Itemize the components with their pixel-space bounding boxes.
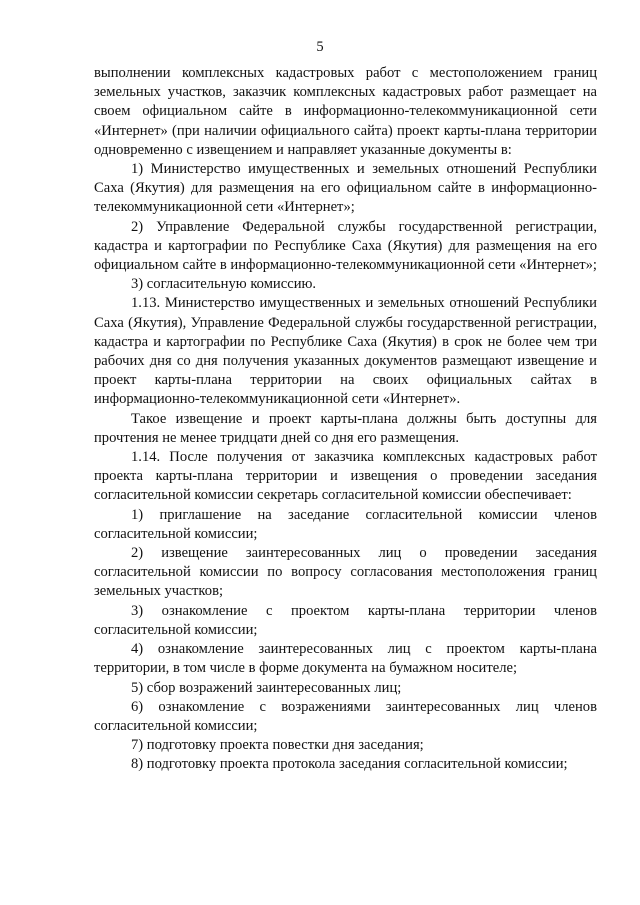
list-item-8: 8) подготовку проекта протокола заседания согласительной комиссии;	[131, 756, 568, 773]
list-item-2: 2) извещение заинтересованных лиц о проведении заседания согласительной комиссии по вопросу согласования местоположения границ земельных участков;	[94, 545, 597, 600]
list-item-7: 7) подготовку проекта повестки дня заседания;	[131, 737, 424, 754]
list-item-3: 3) ознакомление с проектом карты-плана территории членов согласительной комиссии;	[94, 602, 597, 638]
list-item-rosreestr: 2) Управление Федеральной службы государственной регистрации, кадастра и картографии по Республике Саха (Якутия) для размещения на его официальном сайте в информационно-телекоммуникационной сети «Интернет»;	[94, 218, 597, 274]
list-item-6: 6) ознакомление с возражениями заинтересованных лиц членов согласительной комиссии;	[94, 698, 597, 734]
list-item-5: 5) сбор возражений заинтересованных лиц;	[131, 679, 402, 696]
list-item-commission: 3) согласительную комиссию.	[131, 276, 317, 293]
list-item-1: 1) приглашение на заседание согласительной комиссии членов согласительной комиссии;	[94, 506, 597, 542]
list-item-ministry: 1) Министерство имущественных и земельных отношений Республики Саха (Якутия) для размещения на его официальном сайте в информационно-телекоммуникационной сети «Интернет»;	[94, 161, 597, 216]
clause-1-13: 1.13. Министерство имущественных и земельных отношений Республики Саха (Якутия), Управление Федеральной службы государственной регистрации, кадастра и картографии по Республике Саха (Якутия) в срок не более чем три рабочих дня со дня получения указанных документов размещают извещение и проект карты-плана территории на своих официальных сайтах в информационно-телекоммуникационной сети «Интернет».	[94, 295, 597, 408]
paragraph-continuation: выполнении комплексных кадастровых работ с местоположением границ земельных участков, заказчик комплексных кадастровых работ размещает на своем официальном сайте в информационно-телекоммуникационной сети «Интернет» (при наличии официального сайта) проект карты-плана территории одновременно с извещением и направляет указанные документы в:	[94, 65, 597, 158]
list-item-4: 4) ознакомление заинтересованных лиц с проектом карты-плана территории, в том числе в форме документа на бумажном носителе;	[94, 641, 597, 677]
document-body	[94, 64, 597, 775]
page-number: 5	[316, 39, 324, 55]
paragraph-availability: Такое извещение и проект карты-плана должны быть доступны для прочтения не менее тридцати дней со дня его размещения.	[94, 410, 597, 446]
clause-1-14: 1.14. После получения от заказчика комплексных кадастровых работ проекта карты-плана территории и извещения о проведении заседания согласительной комиссии секретарь согласительной комиссии обеспечивает:	[94, 449, 597, 504]
